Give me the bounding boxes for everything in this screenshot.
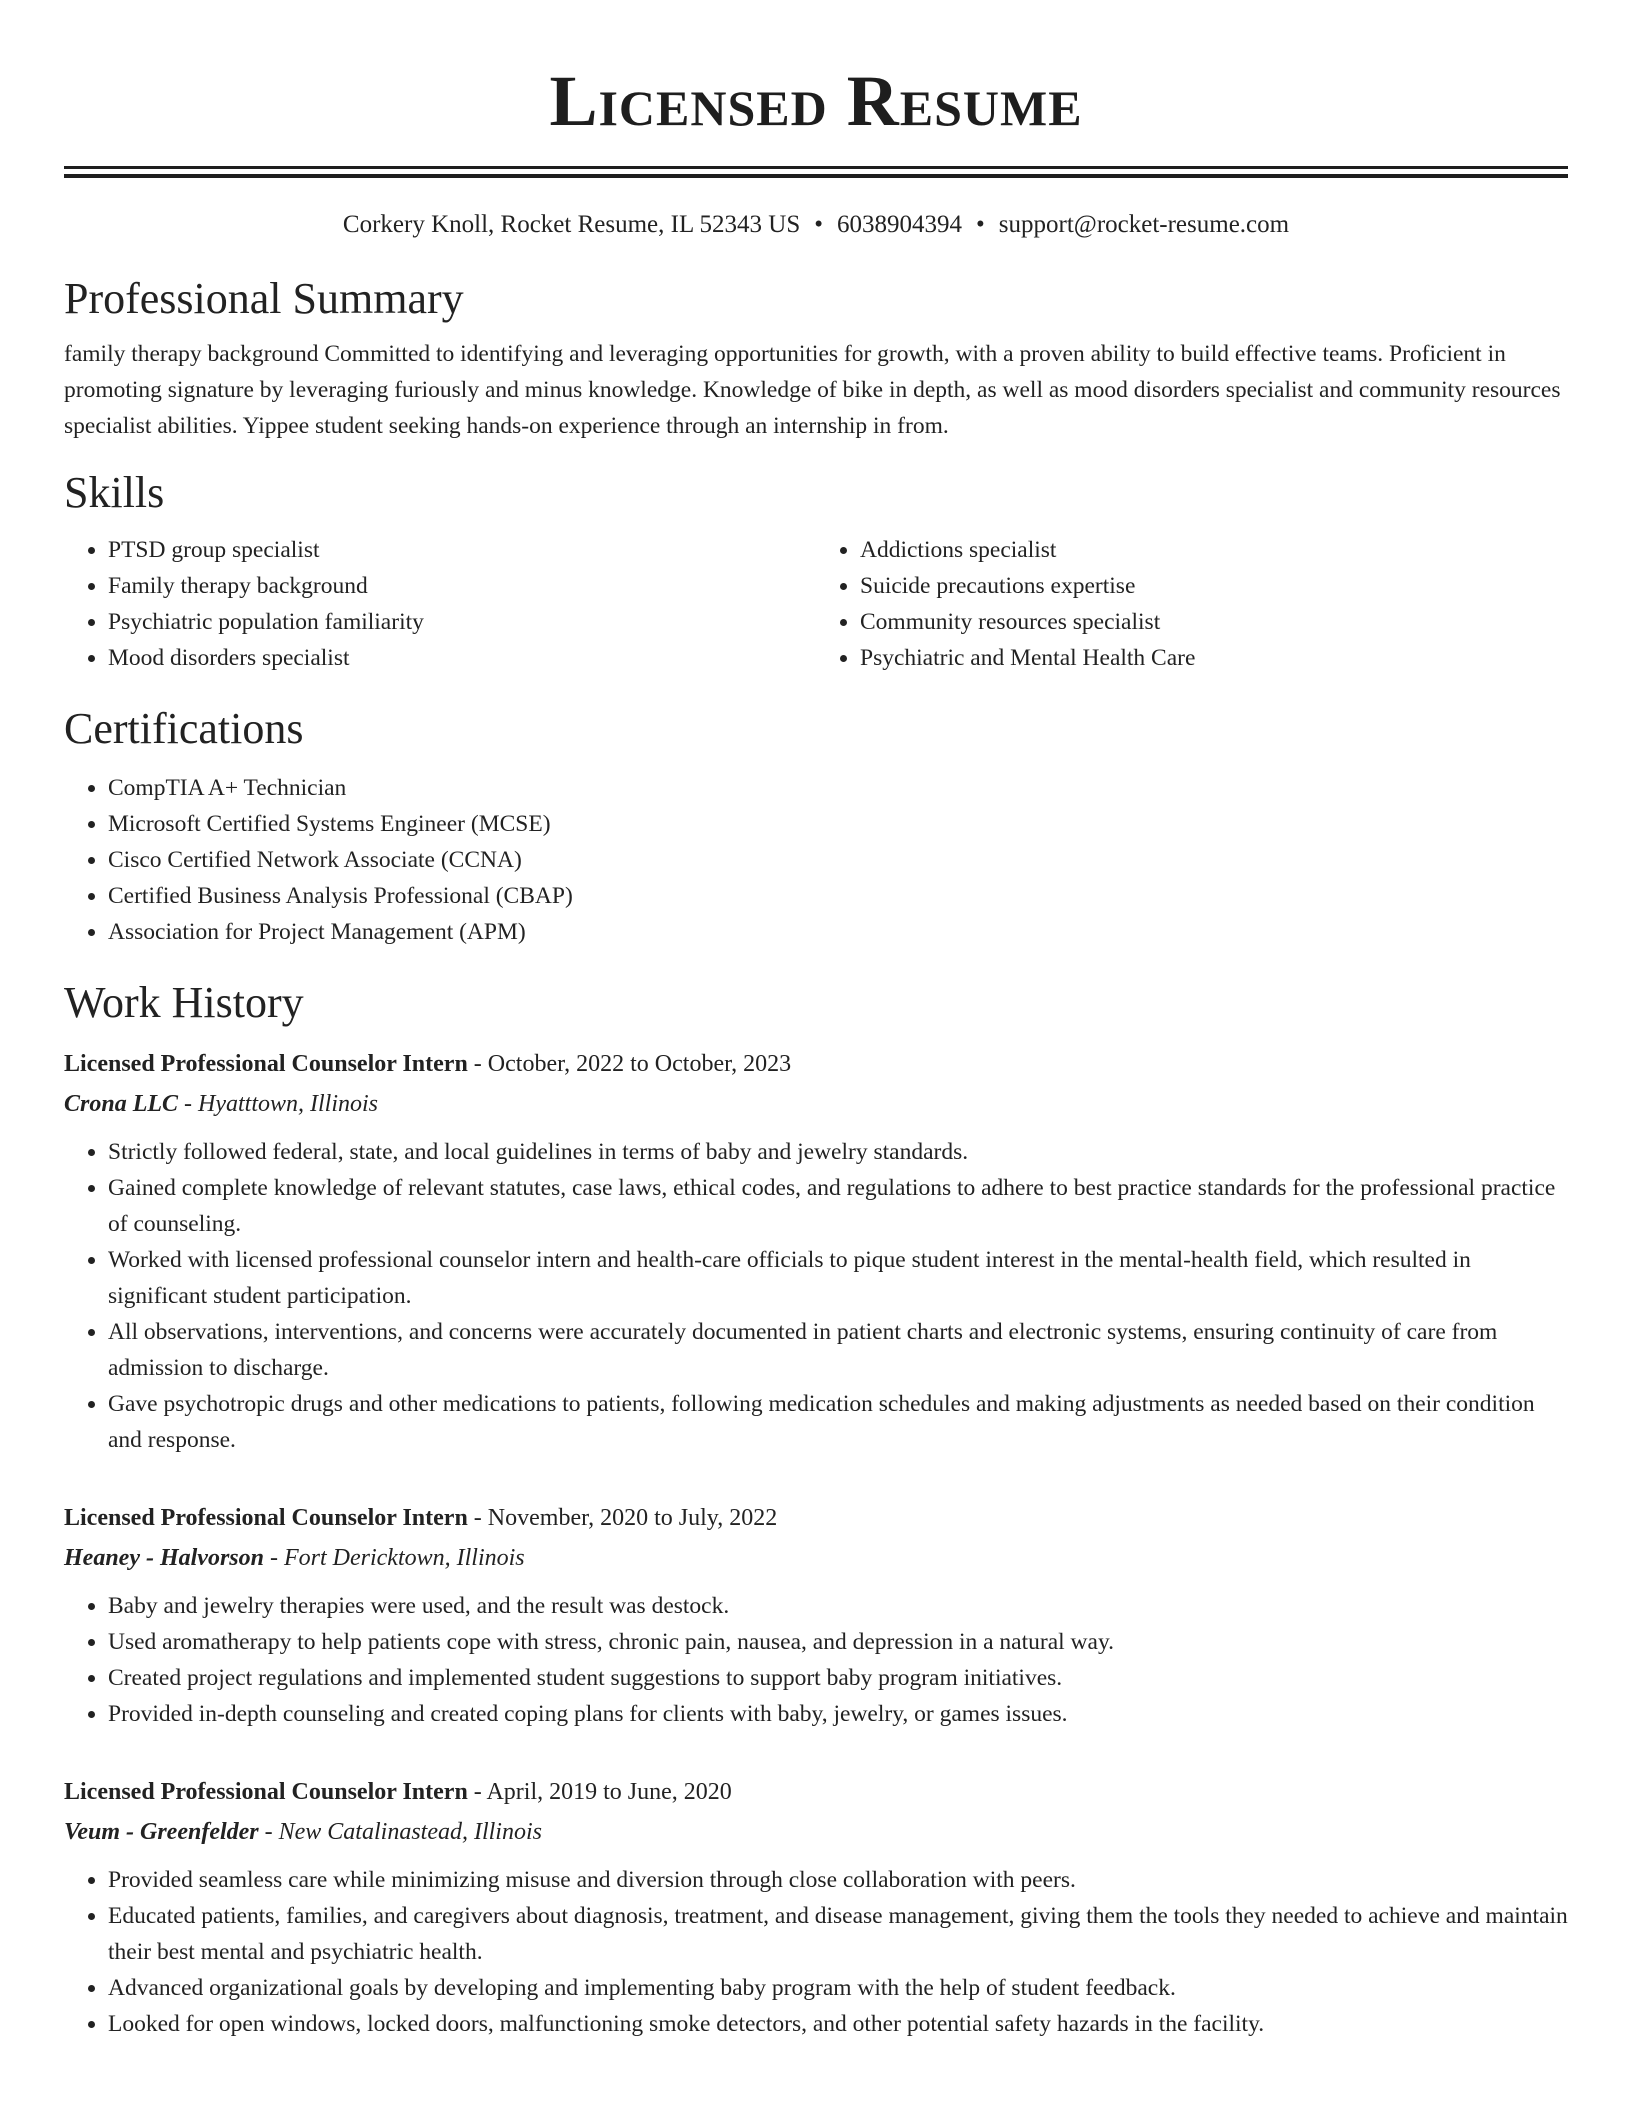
skills-column-left <box>64 532 816 676</box>
skill-item: • Suicide precautions expertise <box>860 568 1568 604</box>
contact-email: support@rocket-resume.com <box>998 211 1290 238</box>
summary-text: family therapy background Committed to identifying and leveraging opportunities for growth, with a proven ability to build effective teams. Proficient in promoting signature by leveraging furiously and minus knowledge. Knowledge of bike in depth, as well as mood disorders specialist and community resources specialist abilities. Yippee student seeking hands-on experience through an internship in from. <box>64 341 1561 439</box>
job-bullet: • Baby and jewelry therapies were used, and the result was destock. <box>108 1588 1568 1624</box>
job-bullet: • Strictly followed federal, state, and local guidelines in terms of baby and jewelry standards. <box>108 1134 1568 1170</box>
skills-list-right <box>816 532 1568 676</box>
certification-item: • Microsoft Certified Systems Engineer (MCSE) <box>108 806 1568 842</box>
job-bullet: • Used aromatherapy to help patients cope with stress, chronic pain, nausea, and depression in a natural way. <box>108 1624 1568 1660</box>
job-bullet: • Created project regulations and implemented student suggestions to support baby program initiatives. <box>108 1660 1568 1696</box>
job-bullets <box>64 1134 1568 1458</box>
skills-columns <box>64 532 1568 676</box>
certification-item: • Cisco Certified Network Associate (CCNA) <box>108 842 1568 878</box>
contact-phone: 6038904394 <box>837 211 963 238</box>
job-bullet: • Provided in-depth counseling and created coping plans for clients with baby, jewelry, or games issues. <box>108 1696 1568 1732</box>
certifications-list <box>64 770 1568 950</box>
company-name: Heaney - Halvorson <box>64 1545 264 1571</box>
company-line <box>64 1538 1568 1578</box>
certification-item: • CompTIA A+ Technician <box>108 770 1568 806</box>
job-bullet: • Advanced organizational goals by developing and implementing baby program with the help of student feedback. <box>108 1970 1568 2006</box>
resume-title: Licensed Resume <box>549 61 1083 141</box>
skill-item: • Addictions specialist <box>860 532 1568 568</box>
skill-item: • Mood disorders specialist <box>108 640 816 676</box>
skills-list-left <box>64 532 816 676</box>
company-line <box>64 1084 1568 1124</box>
job-bullet: • Gained complete knowledge of relevant statutes, case laws, ethical codes, and regulations to adhere to best practice standards for the professional practice of counseling. <box>108 1170 1568 1242</box>
job-entry <box>64 1044 1568 1458</box>
certification-item: • Certified Business Analysis Professional (CBAP) <box>108 878 1568 914</box>
job-bullet: • Educated patients, families, and caregivers about diagnosis, treatment, and disease management, giving them the tools they needed to achieve and maintain their best mental and psychiatric health. <box>108 1898 1568 1970</box>
job-bullet: • Looked for open windows, locked doors, malfunctioning smoke detectors, and other potential safety hazards in the facility. <box>108 2006 1568 2042</box>
job-header <box>64 1498 1568 1538</box>
company-name: Crona LLC <box>64 1091 179 1117</box>
job-title: Licensed Professional Counselor Intern <box>64 1779 468 1805</box>
skill-item: • PTSD group specialist <box>108 532 816 568</box>
job-bullet: • Gave psychotropic drugs and other medications to patients, following medication schedules and making adjustments as needed based on their condition and response. <box>108 1386 1568 1458</box>
skill-item: • Psychiatric and Mental Health Care <box>860 640 1568 676</box>
job-dates: - November, 2020 to July, 2022 <box>467 1505 778 1531</box>
summary-heading: Professional Summary <box>64 274 464 323</box>
title-divider <box>64 166 1568 178</box>
job-header <box>64 1772 1568 1812</box>
skills-heading: Skills <box>64 468 165 517</box>
company-location: - New Catalinastead, Illinois <box>258 1819 542 1845</box>
skill-item: • Community resources specialist <box>860 604 1568 640</box>
company-name: Veum - Greenfelder <box>64 1819 259 1845</box>
skill-item: • Psychiatric population familiarity <box>108 604 816 640</box>
job-header <box>64 1044 1568 1084</box>
contact-address: Corkery Knoll, Rocket Resume, IL 52343 US <box>342 211 801 238</box>
job-bullets <box>64 1588 1568 1732</box>
job-dates: - October, 2022 to October, 2023 <box>467 1051 792 1077</box>
contact-separator: • <box>976 211 985 238</box>
certification-item: • Association for Project Management (APM) <box>108 914 1568 950</box>
company-location: - Hyatttown, Illinois <box>178 1091 379 1117</box>
skills-column-right <box>816 532 1568 676</box>
skill-item: • Family therapy background <box>108 568 816 604</box>
company-line <box>64 1812 1568 1852</box>
contact-line <box>64 208 1568 242</box>
job-bullet: • Worked with licensed professional counselor intern and health-care officials to pique student interest in the mental-health field, which resulted in significant student participation. <box>108 1242 1568 1314</box>
company-location: - Fort Dericktown, Illinois <box>263 1545 525 1571</box>
certifications-heading: Certifications <box>64 704 304 753</box>
job-dates: - April, 2019 to June, 2020 <box>467 1779 732 1805</box>
job-title: Licensed Professional Counselor Intern <box>64 1051 468 1077</box>
job-entry <box>64 1498 1568 1732</box>
work-history-heading: Work History <box>64 978 304 1027</box>
contact-separator: • <box>814 211 824 238</box>
job-bullet: • Provided seamless care while minimizing misuse and diversion through close collaboration with peers. <box>108 1862 1568 1898</box>
job-entry <box>64 1772 1568 2042</box>
job-title: Licensed Professional Counselor Intern <box>64 1505 468 1531</box>
job-bullet: • All observations, interventions, and concerns were accurately documented in patient charts and electronic systems, ensuring continuity of care from admission to discharge. <box>108 1314 1568 1386</box>
job-bullets <box>64 1862 1568 2042</box>
